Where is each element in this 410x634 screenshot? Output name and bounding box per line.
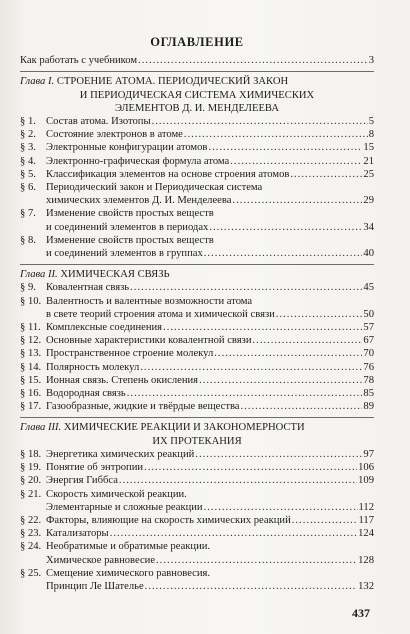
toc-entry-page: 21 — [363, 155, 374, 167]
chapter-divider — [20, 417, 374, 418]
leader-dots — [184, 128, 368, 141]
leader-dots — [290, 168, 362, 181]
toc-entry-text: Состояние электронов в атоме — [46, 129, 183, 141]
section-number: § 6. — [20, 182, 36, 194]
toc-entry[interactable] — [20, 308, 374, 321]
toc-entry-page: 40 — [363, 248, 374, 260]
section-number: § 10. — [20, 295, 42, 307]
section-number: § 8. — [20, 234, 36, 246]
toc-entry[interactable] — [20, 234, 374, 247]
toc-entry-text: Элементарные и сложные реакции — [46, 501, 203, 513]
leader-dots — [152, 115, 368, 128]
toc-entry-page: 124 — [358, 528, 374, 540]
toc-entry[interactable] — [20, 580, 374, 593]
leader-dots — [232, 194, 362, 207]
chapter-divider — [20, 71, 374, 72]
toc-entry[interactable] — [20, 400, 374, 413]
toc-entry-page: 132 — [358, 580, 374, 592]
chapter-title-continued: И ПЕРИОДИЧЕСКАЯ СИСТЕМА ХИМИЧЕСКИХ — [79, 89, 315, 101]
chapter-title: ХИМИЧЕСКАЯ СВЯЗЬ — [60, 269, 170, 281]
leader-dots — [144, 461, 357, 474]
leader-dots — [145, 580, 357, 593]
toc-entry-text: Как работать с учебником — [20, 55, 138, 67]
toc-entry-text: Скорость химической реакции. — [46, 488, 187, 500]
toc-entry[interactable] — [20, 554, 374, 567]
toc-entry[interactable] — [20, 387, 374, 400]
section-number: § 4. — [20, 155, 36, 167]
toc-title: ОГЛАВЛЕНИЕ — [150, 35, 244, 49]
section-number: § 20. — [20, 475, 42, 487]
toc-entry-text: Понятие об энтропии — [46, 462, 144, 474]
toc-entry[interactable] — [20, 461, 374, 474]
toc-entry-text: Энергетика химических реакций — [46, 448, 195, 460]
toc-entry-text: Энергия Гиббса — [46, 475, 118, 487]
toc-entry-page: 50 — [363, 308, 374, 320]
toc-entry-page: 15 — [363, 142, 374, 154]
chapter-label: Глава II. — [20, 269, 58, 281]
chapter-heading — [20, 421, 374, 434]
leader-dots — [208, 141, 362, 154]
toc-entry-page: 78 — [363, 374, 374, 386]
leader-dots — [204, 247, 363, 260]
chapter-heading — [20, 268, 374, 281]
toc-entry-text: Катализаторы — [46, 528, 109, 540]
toc-entry-page: 29 — [363, 195, 374, 207]
chapter-title-continued: ЭЛЕМЕНТОВ Д. И. МЕНДЕЛЕЕВА — [115, 102, 279, 114]
toc-entry-text: в свете теорий строения атома и химической связи — [46, 308, 275, 320]
leader-dots — [230, 155, 362, 168]
toc-entry-page: 97 — [363, 448, 374, 460]
toc-entry[interactable] — [20, 361, 374, 374]
toc-entry[interactable] — [20, 281, 374, 294]
toc-entry[interactable] — [20, 474, 374, 487]
section-number: § 19. — [20, 462, 42, 474]
toc-entry-page: 89 — [363, 401, 374, 413]
toc-entry[interactable] — [20, 347, 374, 360]
section-number: § 5. — [20, 168, 36, 180]
chapter-heading — [20, 75, 374, 88]
toc-entry-text: Ионная связь. Степень окисления — [46, 374, 199, 386]
section-number: § 23. — [20, 528, 42, 540]
section-number: § 14. — [20, 361, 42, 373]
toc-entry[interactable] — [20, 155, 374, 168]
toc-entry[interactable] — [20, 514, 374, 527]
toc-entry-text: Ковалентная связь — [46, 282, 130, 294]
toc-entry-intro[interactable] — [20, 54, 374, 67]
toc-entry-text: Газообразные, жидкие и твёрдые вещества — [46, 401, 240, 413]
leader-dots — [127, 387, 363, 400]
toc-entry-text: Состав атома. Изотопы — [46, 116, 151, 128]
toc-entry-text: Водородная связь — [46, 388, 126, 400]
section-number: § 24. — [20, 541, 42, 553]
toc-entry-text: Изменение свойств простых веществ — [46, 234, 214, 246]
toc-entry-text: и соединений элементов в группах — [46, 248, 203, 260]
toc-entry-page: 128 — [358, 554, 374, 566]
leader-dots — [276, 308, 363, 321]
toc-entry-text: Необратимые и обратимые реакции. — [46, 541, 211, 553]
toc-entry[interactable] — [20, 141, 374, 154]
chapter-title-continued: ИХ ПРОТЕКАНИЯ — [152, 435, 242, 447]
section-number: § 15. — [20, 374, 42, 386]
toc-entry-page: 8 — [368, 129, 374, 141]
leader-dots — [119, 474, 357, 487]
toc-entry-text: Электронно-графическая формула атома — [46, 155, 230, 167]
toc-entry-text: Изменение свойств простых веществ — [46, 208, 214, 220]
chapter-title: СТРОЕНИЕ АТОМА. ПЕРИОДИЧЕСКИЙ ЗАКОН — [56, 76, 289, 88]
toc-entry-page: 85 — [363, 388, 374, 400]
toc-entry-text: Химическое равновесие — [46, 554, 156, 566]
toc-entry[interactable] — [20, 448, 374, 461]
toc-entry-page: 45 — [363, 282, 374, 294]
section-number: § 7. — [20, 208, 36, 220]
leader-dots — [204, 501, 358, 514]
toc-entry[interactable] — [20, 321, 374, 334]
toc-entry-text: химических элементов Д. И. Менделеева — [46, 195, 232, 207]
section-number: § 21. — [20, 488, 42, 500]
toc-entry[interactable] — [20, 527, 374, 540]
section-number: § 2. — [20, 129, 36, 141]
section-number: § 12. — [20, 335, 42, 347]
toc-entry[interactable] — [20, 567, 374, 580]
toc-entry-page: 106 — [358, 462, 374, 474]
toc-entry[interactable] — [20, 194, 374, 207]
leader-dots — [253, 334, 363, 347]
section-number: § 17. — [20, 401, 42, 413]
toc-entry-text: Пространственное строение молекул — [46, 348, 214, 360]
leader-dots — [130, 281, 362, 294]
chapter-label: Глава I. — [20, 76, 55, 88]
table-of-contents — [20, 36, 374, 593]
section-number: § 11. — [20, 322, 41, 334]
chapter-list — [20, 71, 374, 593]
toc-entry-page: 5 — [368, 116, 374, 128]
toc-entry[interactable] — [20, 488, 374, 501]
leader-dots — [156, 554, 357, 567]
toc-entry-page: 117 — [358, 514, 374, 526]
toc-entry-page: 57 — [363, 322, 374, 334]
toc-entry-text: Валентность и валентные возможности атома — [46, 295, 253, 307]
leader-dots — [292, 514, 358, 527]
toc-entry[interactable] — [20, 181, 374, 194]
leader-dots — [163, 321, 362, 334]
section-number: § 25. — [20, 567, 42, 579]
section-number: § 9. — [20, 282, 36, 294]
toc-entry-text: Полярность молекул — [46, 361, 140, 373]
toc-entry[interactable] — [20, 501, 374, 514]
toc-entry[interactable] — [20, 374, 374, 387]
toc-entry-text: Электронные конфигурации атомов — [46, 142, 208, 154]
toc-entry-page: 109 — [358, 475, 374, 487]
toc-entry-text: Смещение химического равновесия. — [46, 567, 211, 579]
chapter-divider — [20, 264, 374, 265]
toc-entry-page: 34 — [363, 221, 374, 233]
leader-dots — [195, 448, 362, 461]
toc-entry-page: 70 — [363, 348, 374, 360]
leader-dots — [138, 54, 368, 67]
toc-entry-page: 112 — [358, 501, 374, 513]
section-number: § 22. — [20, 514, 42, 526]
toc-entry-text: Факторы, влияющие на скорость химических реакций — [46, 514, 291, 526]
leader-dots — [140, 361, 362, 374]
toc-entry[interactable] — [20, 207, 374, 220]
section-number: § 13. — [20, 348, 42, 360]
leader-dots — [110, 527, 357, 540]
toc-entry[interactable] — [20, 334, 374, 347]
toc-entry[interactable] — [20, 540, 374, 553]
toc-entry-page: 25 — [363, 168, 374, 180]
page-number: 437 — [352, 606, 370, 620]
toc-entry-text: Классификация элементов на основе строения атомов — [46, 168, 290, 180]
section-number: § 1. — [20, 116, 36, 128]
toc-entry[interactable] — [20, 221, 374, 234]
leader-dots — [209, 221, 362, 234]
toc-entry-text: Основные характеристики ковалентной связи — [46, 335, 252, 347]
toc-entry[interactable] — [20, 115, 374, 128]
chapter-label: Глава III. — [20, 422, 62, 434]
leader-dots — [241, 400, 363, 413]
toc-entry-text: Принцип Ле Шателье — [46, 580, 144, 592]
toc-entry-page: 3 — [368, 55, 374, 67]
section-number: § 18. — [20, 448, 42, 460]
leader-dots — [199, 374, 362, 387]
toc-entry-page: 76 — [363, 361, 374, 373]
toc-entry-text: Комплексные соединения — [46, 322, 163, 334]
toc-entry[interactable] — [20, 247, 374, 260]
toc-entry[interactable] — [20, 128, 374, 141]
chapter-title: ХИМИЧЕСКИЕ РЕАКЦИИ И ЗАКОНОМЕРНОСТИ — [63, 422, 305, 434]
toc-entry-text: Периодический закон и Периодическая система — [46, 182, 263, 194]
toc-entry-text: и соединений элементов в периодах — [46, 221, 209, 233]
toc-entry[interactable] — [20, 168, 374, 181]
leader-dots — [214, 347, 362, 360]
toc-entry-page: 67 — [363, 335, 374, 347]
section-number: § 3. — [20, 142, 36, 154]
toc-entry[interactable] — [20, 295, 374, 308]
section-number: § 16. — [20, 388, 42, 400]
